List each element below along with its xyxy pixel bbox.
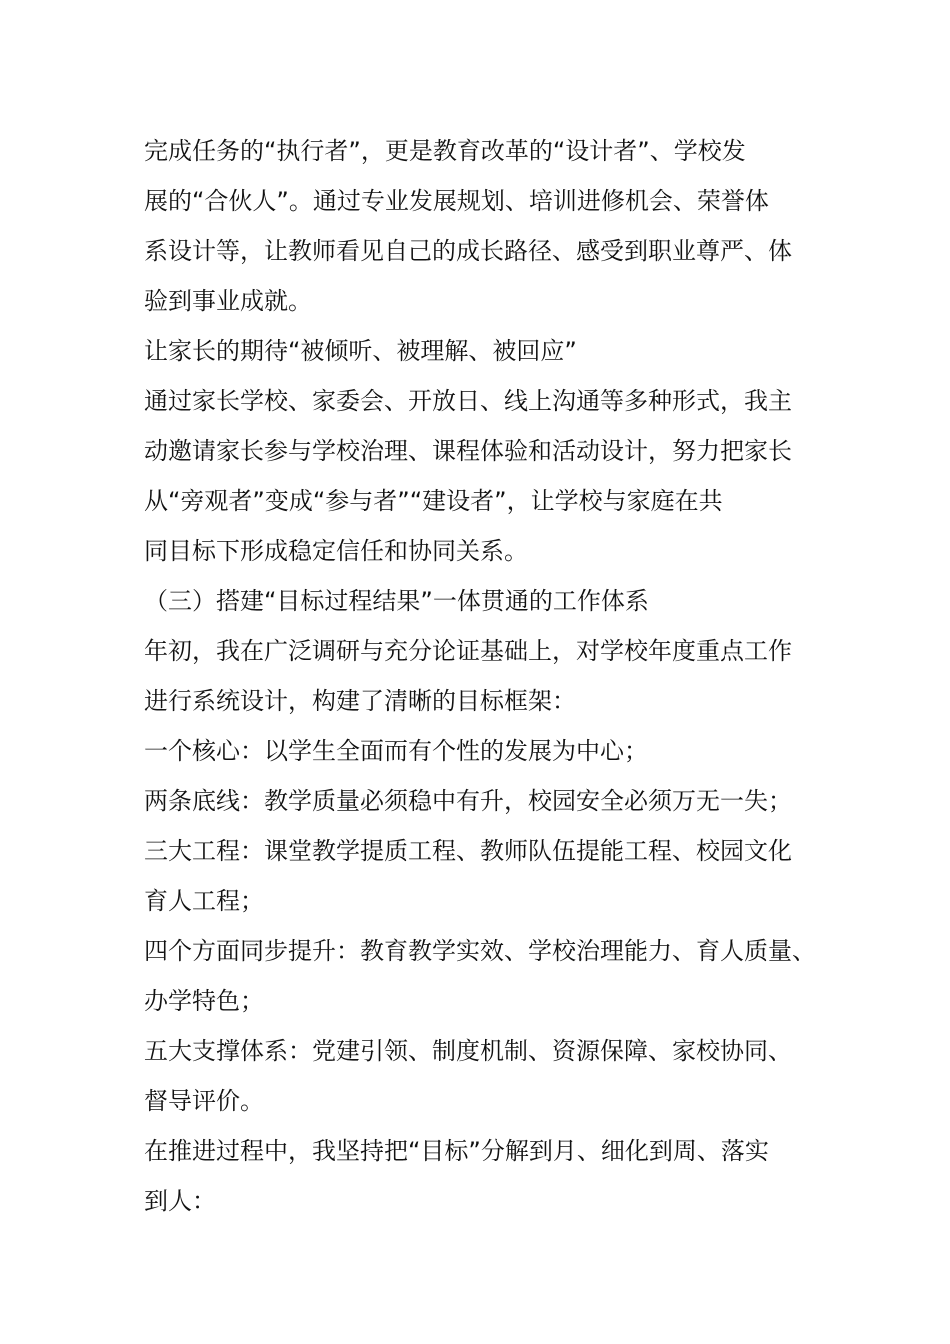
text-line: 到人： (144, 1187, 216, 1215)
text-line: 从“旁观者”变成“参与者”“建设者”，让学校与家庭在共 (144, 487, 723, 515)
text-line: 动邀请家长参与学校治理、课程体验和活动设计，努力把家长 (144, 437, 792, 465)
text-line: 督导评价。 (144, 1087, 264, 1115)
text-line: 进行系统设计，构建了清晰的目标框架： (144, 687, 576, 715)
text-line: 验到事业成就。 (144, 287, 312, 315)
list-item: 四个方面同步提升：教育教学实效、学校治理能力、育人质量、 (144, 937, 816, 965)
list-item: 三大工程：课堂教学提质工程、教师队伍提能工程、校园文化 (144, 837, 792, 865)
text-line: 系设计等，让教师看见自己的成长路径、感受到职业尊严、体 (144, 237, 792, 265)
list-item: 两条底线：教学质量必须稳中有升，校园安全必须万无一失； (144, 787, 792, 815)
text-line: 在推进过程中，我坚持把“目标”分解到月、细化到周、落实 (144, 1137, 769, 1165)
document-body (144, 126, 824, 1226)
section-heading: （三）搭建“目标过程结果”一体贯通的工作体系 (144, 587, 649, 615)
list-item: 一个核心：以学生全面而有个性的发展为中心； (144, 737, 648, 765)
section-heading: 让家长的期待“被倾听、被理解、被回应” (144, 337, 577, 365)
text-line: 展的“合伙人”。通过专业发展规划、培训进修机会、荣誉体 (144, 187, 769, 215)
text-line: 完成任务的“执行者”，更是教育改革的“设计者”、学校发 (144, 137, 746, 165)
text-line: 育人工程； (144, 887, 264, 915)
text-line: 同目标下形成稳定信任和协同关系。 (144, 537, 528, 565)
text-line: 年初，我在广泛调研与充分论证基础上，对学校年度重点工作 (144, 637, 792, 665)
text-line: 办学特色； (144, 987, 264, 1015)
text-line: 通过家长学校、家委会、开放日、线上沟通等多种形式，我主 (144, 387, 792, 415)
list-item: 五大支撑体系：党建引领、制度机制、资源保障、家校协同、 (144, 1037, 792, 1065)
